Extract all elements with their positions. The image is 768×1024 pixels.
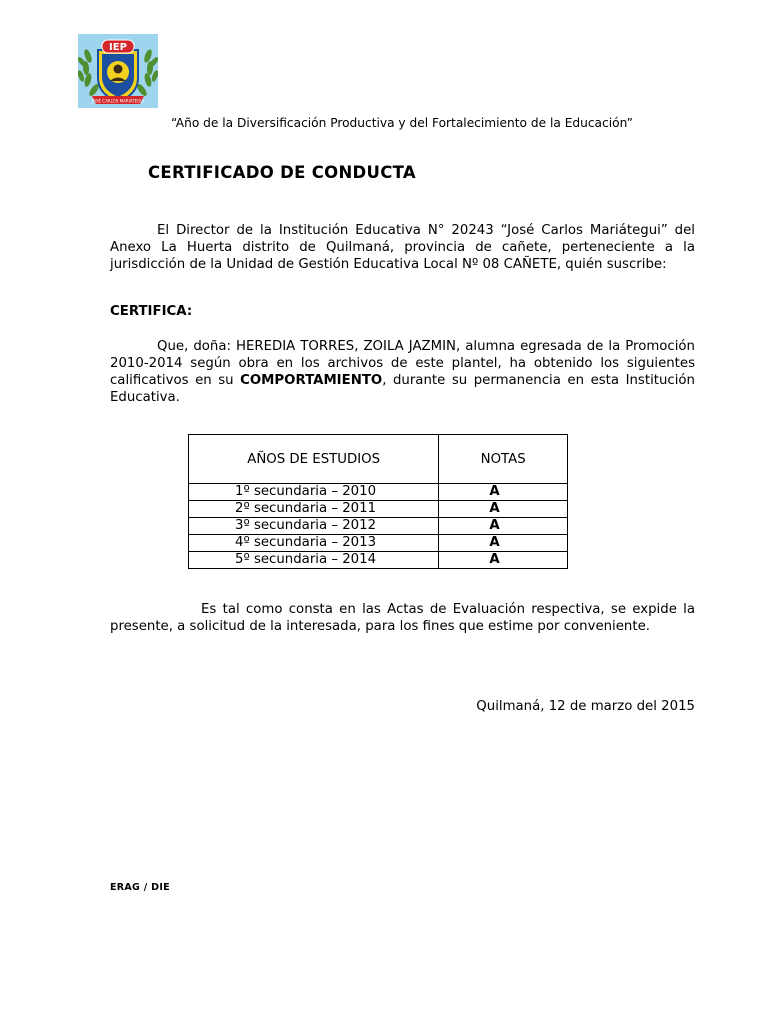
table-cell-grade: A: [439, 484, 568, 501]
grades-table: [188, 434, 568, 569]
table-row: [189, 535, 568, 552]
certifica-text-before: Que, doña: HEREDIA TORRES, ZOILA JAZMIN, alumna egresada de la Promoción 2010-2014 según obra en los archivos de este plantel, ha obtenido los siguientes calificativos en su: [110, 339, 695, 388]
school-crest-icon: [78, 34, 158, 108]
table-cell-year: 2º secundaria – 2011: [189, 501, 439, 518]
table-row: [189, 484, 568, 501]
table-cell-year: 4º secundaria – 2013: [189, 535, 439, 552]
svg-text:JOSÉ CARLOS MARIÁTEGUI: JOSÉ CARLOS MARIÁTEGUI: [91, 98, 145, 104]
svg-text:IEP: IEP: [109, 42, 127, 53]
table-cell-grade: A: [439, 518, 568, 535]
table-row: [189, 552, 568, 569]
school-logo: [78, 34, 158, 108]
reference-code: ERAG / DIE: [110, 882, 170, 893]
certifica-emphasis: COMPORTAMIENTO: [240, 373, 383, 388]
table-header-row: [189, 435, 568, 484]
intro-text: El Director de la Institución Educativa N° 20243 “José Carlos Mariátegui” del Anexo La Huerta distrito de Quilmaná, provincia de cañete, perteneciente a la jurisdicción de la Unidad de Gestión Educativa Local Nº 08 CAÑETE, quién suscribe:: [110, 223, 695, 272]
header-grades: NOTAS: [439, 435, 568, 484]
table-row: [189, 518, 568, 535]
table-cell-year: 3º secundaria – 2012: [189, 518, 439, 535]
table-cell-year: 1º secundaria – 2010: [189, 484, 439, 501]
table-cell-grade: A: [439, 501, 568, 518]
document-title: CERTIFICADO DE CONDUCTA: [148, 163, 416, 182]
table-row: [189, 501, 568, 518]
closing-paragraph: [110, 601, 695, 635]
table-cell-grade: A: [439, 552, 568, 569]
certifica-heading: CERTIFICA:: [110, 304, 193, 319]
place-date: Quilmaná, 12 de marzo del 2015: [476, 699, 695, 714]
table-cell-grade: A: [439, 535, 568, 552]
header-years: AÑOS DE ESTUDIOS: [189, 435, 439, 484]
certifica-paragraph: [110, 338, 695, 406]
closing-text: Es tal como consta en las Actas de Evaluación respectiva, se expide la presente, a solicitud de la interesada, para los fines que estime por conveniente.: [110, 602, 695, 634]
year-motto: “Año de la Diversificación Productiva y del Fortalecimiento de la Educación”: [171, 116, 633, 130]
intro-paragraph: [110, 222, 695, 273]
table-cell-year: 5º secundaria – 2014: [189, 552, 439, 569]
certifica-text-after: , durante su permanencia en esta Institución Educativa.: [110, 373, 695, 405]
